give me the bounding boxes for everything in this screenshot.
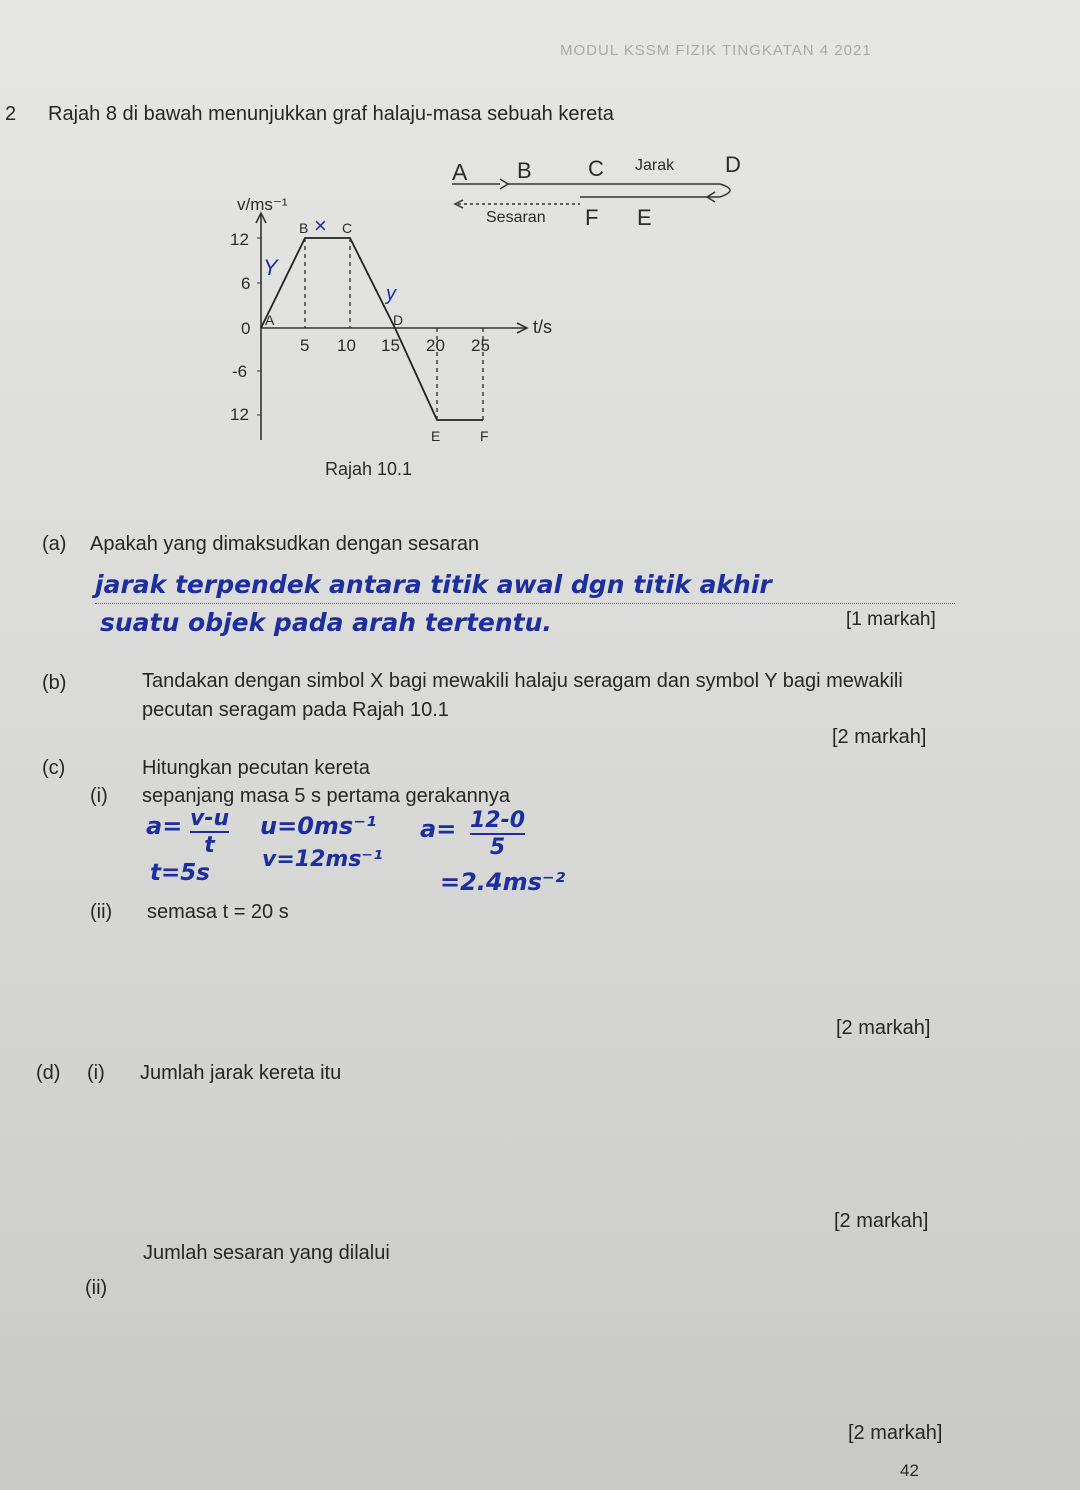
point-a-label: A xyxy=(452,159,468,185)
work-t-value: t=5s xyxy=(150,860,210,886)
handwritten-x-mark: × xyxy=(314,213,327,238)
work-a-eq: a= xyxy=(146,812,183,840)
y-tick: 12 xyxy=(230,405,249,424)
point-b-label: B xyxy=(517,158,532,183)
x-tick: 5 xyxy=(300,336,310,355)
part-d-ii-marks: [2 markah] xyxy=(848,1422,943,1444)
answer-line xyxy=(95,603,955,604)
work-u-value: u=0ms⁻¹ xyxy=(260,812,377,840)
handwritten-y-mark: Y xyxy=(263,255,278,280)
y-tick: 12 xyxy=(230,230,249,249)
y-tick: 6 xyxy=(241,274,251,293)
part-d-label: (d) xyxy=(36,1062,61,1084)
graph-caption: Rajah 10.1 xyxy=(325,459,413,479)
part-d-i-marks: [2 markah] xyxy=(834,1210,929,1232)
y-axis-label: v/ms⁻¹ xyxy=(237,195,288,214)
handwritten-y-mark: y xyxy=(386,283,396,305)
graph-point-c: C xyxy=(342,220,353,236)
work-a-fraction xyxy=(190,806,229,858)
part-c-ii-label: (ii) xyxy=(90,901,113,923)
jarak-label: Jarak xyxy=(635,157,675,174)
x-tick: 10 xyxy=(337,336,356,355)
graph-point-f: F xyxy=(480,428,489,444)
page-number: 42 xyxy=(900,1461,919,1480)
work-a2-num: 12-0 xyxy=(470,808,526,833)
part-a-answer-line2: suatu objek pada arah tertentu. xyxy=(100,608,552,637)
part-a-label: (a) xyxy=(42,533,67,555)
part-c-marks: [2 markah] xyxy=(836,1017,931,1039)
work-a-den: t xyxy=(204,833,215,858)
part-b-question-line2: pecutan seragam pada Rajah 10.1 xyxy=(142,699,449,721)
point-e-label: E xyxy=(637,205,652,230)
x-tick: 20 xyxy=(426,336,445,355)
part-a-question: Apakah yang dimaksudkan dengan sesaran xyxy=(90,533,480,555)
part-c-question: Hitungkan pecutan kereta xyxy=(142,757,370,779)
graph-point-e: E xyxy=(431,428,441,444)
graph-point-d: D xyxy=(393,312,404,328)
y-tick: 0 xyxy=(241,319,251,338)
question-stem: Rajah 8 di bawah menunjukkan graf halaju-masa sebuah kereta xyxy=(48,103,614,125)
work-a2-den: 5 xyxy=(489,835,506,860)
part-b-marks: [2 markah] xyxy=(832,726,927,748)
x-axis-label: t/s xyxy=(533,317,553,337)
part-b-question-line1: Tandakan dengan simbol X bagi mewakili halaju seragam dan symbol Y bagi mewakili xyxy=(142,670,903,692)
part-d-ii-text: Jumlah sesaran yang dilalui xyxy=(143,1242,390,1264)
work-a-num: v-u xyxy=(190,806,230,831)
x-tick: 25 xyxy=(471,336,490,355)
work-a2-fraction xyxy=(470,808,525,860)
velocity-time-graph xyxy=(215,185,575,485)
part-c-label: (c) xyxy=(42,757,66,779)
part-c-i-label: (i) xyxy=(90,785,108,807)
part-a-answer-line1: jarak terpendek antara titik awal dgn titik akhir xyxy=(95,570,772,599)
sesaran-label: Sesaran xyxy=(486,209,546,226)
point-f-label: F xyxy=(585,205,599,230)
question-number: 2 xyxy=(5,103,17,125)
part-a-marks: [1 markah] xyxy=(846,609,936,630)
part-d-ii-label: (ii) xyxy=(85,1277,108,1299)
point-c-label: C xyxy=(588,156,604,181)
part-c-ii-text: semasa t = 20 s xyxy=(147,901,289,923)
page-header: MODUL KSSM FIZIK TINGKATAN 4 2021 xyxy=(560,42,872,59)
work-v-value: v=12ms⁻¹ xyxy=(262,847,383,872)
x-tick: 15 xyxy=(381,336,400,355)
work-a2-eq: a= xyxy=(420,815,457,843)
work-result: =2.4ms⁻² xyxy=(440,868,566,896)
point-d-label: D xyxy=(725,152,741,177)
part-d-i-label: (i) xyxy=(87,1062,105,1084)
y-tick: -6 xyxy=(232,362,248,381)
part-c-i-text: sepanjang masa 5 s pertama gerakannya xyxy=(142,785,511,807)
part-b-label: (b) xyxy=(42,672,67,694)
part-d-i-text: Jumlah jarak kereta itu xyxy=(140,1062,342,1084)
velocity-line xyxy=(261,238,483,420)
graph-point-a: A xyxy=(265,312,275,328)
graph-point-b: B xyxy=(299,220,309,236)
